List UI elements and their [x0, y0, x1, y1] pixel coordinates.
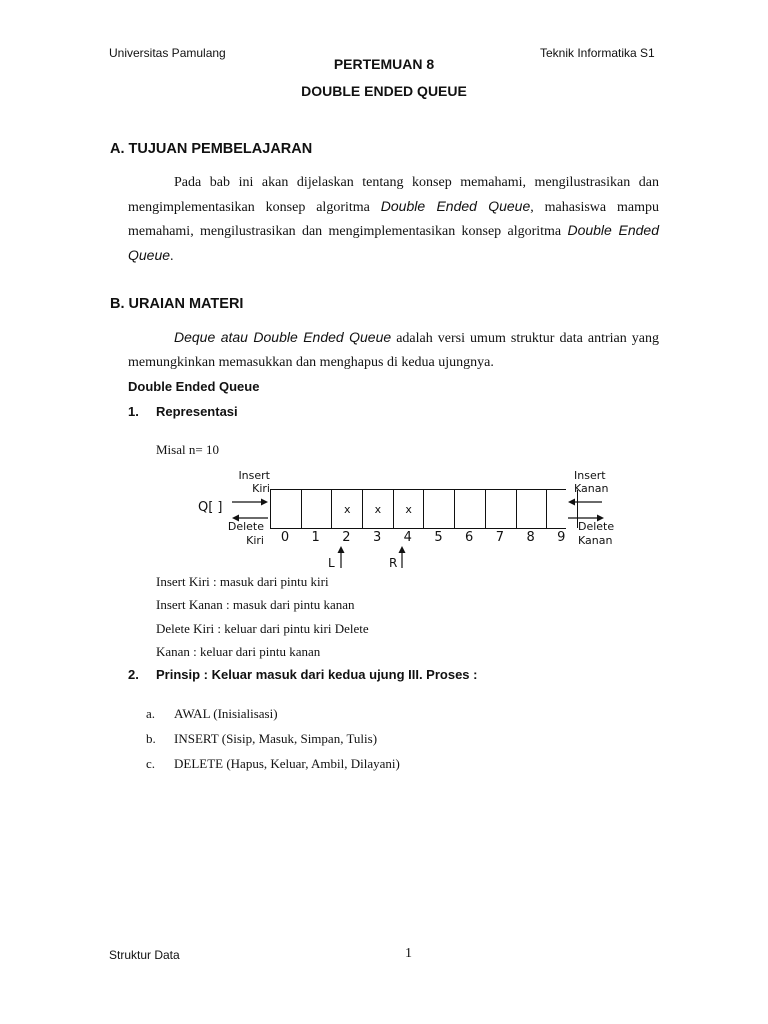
- section-a-term-2: Double Ended Queue: [128, 222, 659, 263]
- queue-array: [270, 489, 566, 529]
- delete-kanan-line2: Kanan: [578, 534, 613, 547]
- page-number: 1: [405, 946, 412, 961]
- delete-kiri-line1: Delete: [227, 520, 264, 533]
- left-arrows-icon: [230, 496, 270, 526]
- array-cell: [517, 490, 548, 528]
- array-index: 0: [280, 530, 290, 545]
- section-b-heading: B. URAIAN MATERI: [110, 296, 244, 312]
- insert-kiri-line1: Insert: [238, 469, 270, 482]
- desc-delete-kanan: Kanan : keluar dari pintu kanan: [156, 644, 321, 659]
- section-b-paragraph: [128, 326, 659, 374]
- section-a-text-1: Pada bab ini akan dijelaskan tentang konsep memahami, mengilustrasikan dan mengimplementasikan konsep algoritma: [128, 175, 659, 215]
- header-program: Teknik Informatika S1: [540, 46, 655, 60]
- pointer-r-label: R: [389, 556, 398, 570]
- delete-kanan-line1: Delete: [578, 520, 615, 533]
- insert-kanan-line2: Kanan: [574, 482, 609, 495]
- deque-diagram: [190, 466, 630, 576]
- list-item-a: AWAL (Inisialisasi): [174, 706, 278, 721]
- array-index: 9: [557, 530, 566, 545]
- array-index: 2: [342, 530, 351, 545]
- page-title: PERTEMUAN 8: [333, 56, 435, 72]
- insert-kanan-line1: Insert: [574, 469, 606, 482]
- array-cell: [271, 490, 302, 528]
- item2-number: 2.: [128, 667, 139, 682]
- list-mark-b: b.: [146, 731, 156, 746]
- delete-kiri-line2: Kiri: [246, 534, 264, 547]
- array-cell: x: [332, 490, 363, 528]
- array-index: 6: [465, 530, 474, 545]
- array-cell: [547, 490, 578, 528]
- section-a-heading: A. TUJUAN PEMBELAJARAN: [110, 141, 313, 157]
- section-a-text-3: .: [170, 248, 174, 264]
- section-a-text-2: , mahasiswa mampu memahami, mengilustrasikan dan mengimplementasikan konsep algoritma: [128, 199, 659, 239]
- array-cell: [455, 490, 486, 528]
- array-cell: x: [394, 490, 425, 528]
- list-mark-c: c.: [146, 756, 156, 771]
- section-b-text: adalah versi umum struktur data antrian yang memungkinkan memasukkan dan menghapus di kedua ujungnya.: [128, 331, 659, 370]
- list-mark-a: a.: [146, 706, 156, 721]
- array-cell: x: [363, 490, 394, 528]
- section-a-term-1: Double Ended Queue: [380, 197, 531, 214]
- pointer-l-label: L: [328, 556, 335, 570]
- insert-kiri-line2: Kiri: [252, 482, 270, 495]
- array-index: 3: [372, 530, 382, 545]
- array-index: 4: [403, 530, 412, 545]
- array-index: 7: [495, 530, 505, 545]
- delete-kanan-label: [578, 520, 614, 548]
- item1-label: Representasi: [156, 404, 238, 419]
- desc-insert-kiri: Insert Kiri : masuk dari pintu kiri: [156, 574, 329, 589]
- array-cell: [425, 490, 456, 528]
- insert-kanan-label: [574, 469, 608, 495]
- desc-delete-kiri: Delete Kiri : keluar dari pintu kiri Delete: [156, 621, 369, 636]
- desc-insert-kanan: Insert Kanan : masuk dari pintu kanan: [156, 597, 355, 612]
- footer-course: Struktur Data: [109, 948, 180, 962]
- list-item-b: INSERT (Sisip, Masuk, Simpan, Tulis): [174, 731, 378, 746]
- array-index: 1: [311, 530, 320, 545]
- array-cell: [302, 490, 333, 528]
- subheading-deque: Double Ended Queue: [128, 379, 260, 394]
- array-cell: [486, 490, 517, 528]
- array-label: Q[ ]: [198, 500, 223, 515]
- array-index: 5: [434, 530, 443, 545]
- array-index: 8: [526, 530, 535, 545]
- misal-text: Misal n= 10: [156, 442, 219, 457]
- section-b-term: Deque atau Double Ended Queue: [174, 329, 392, 345]
- insert-kiri-label: [228, 469, 270, 495]
- list-item-c: DELETE (Hapus, Keluar, Ambil, Dilayani): [174, 756, 400, 771]
- item1-number: 1.: [128, 404, 139, 419]
- section-a-paragraph: [128, 171, 659, 268]
- item2-label: Prinsip : Keluar masuk dari kedua ujung III. Proses :: [156, 667, 478, 682]
- page-subtitle: DOUBLE ENDED QUEUE: [301, 83, 467, 99]
- header-university: Universitas Pamulang: [109, 46, 226, 60]
